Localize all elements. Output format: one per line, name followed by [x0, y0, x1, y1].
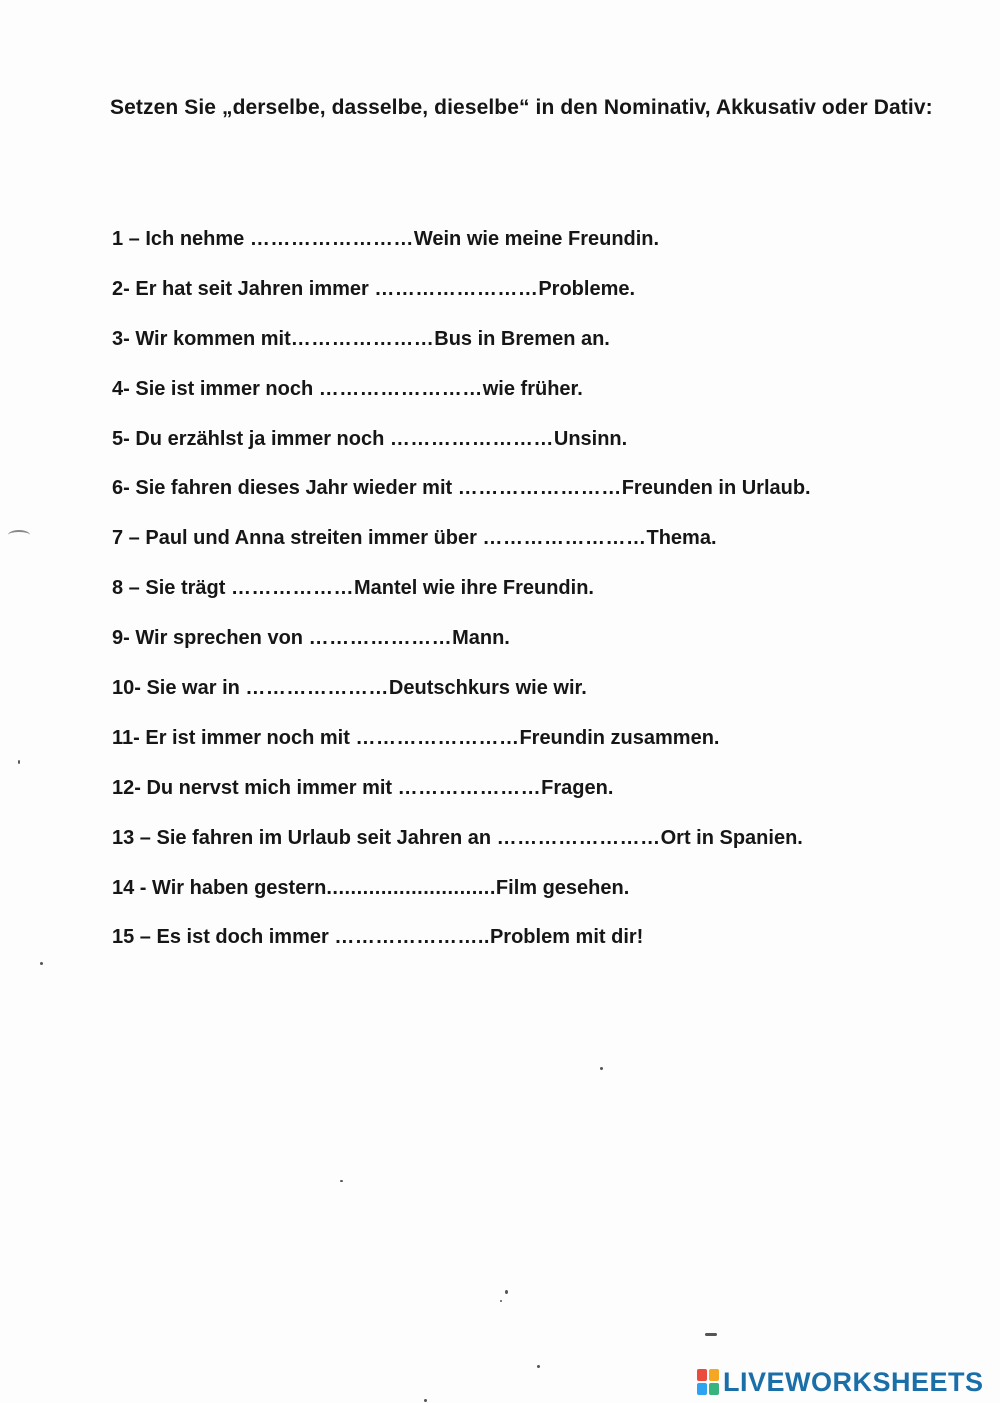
item-text-after: Thema. — [646, 527, 717, 550]
item-number: 10- — [112, 677, 141, 700]
exercise-item-1 — [112, 225, 972, 275]
item-number: 8 – — [112, 577, 140, 600]
instructions-text: Setzen Sie „derselbe, dasselbe, dieselbe“ in den Nominativ, Akkusativ oder Dativ: — [110, 96, 933, 119]
scan-speck — [340, 1180, 343, 1182]
item-text-after: Mann. — [452, 627, 510, 650]
scan-speck — [705, 1333, 717, 1336]
item-number: 2- — [112, 277, 130, 300]
item-number: 1 – — [112, 228, 140, 250]
scan-speck — [500, 1300, 502, 1302]
item-number: 9- — [112, 627, 130, 650]
exercise-item-11 — [112, 724, 972, 774]
item-text-after: Fragen. — [541, 776, 614, 799]
item-text-after: Ort in Spanien. — [660, 826, 803, 849]
item-text-before: Sie trägt — [145, 577, 231, 600]
item-number: 12- — [112, 776, 141, 799]
item-number: 14 - — [112, 876, 147, 899]
answer-gap[interactable]: ………………… — [290, 327, 435, 350]
exercise-item-15 — [112, 923, 972, 973]
scan-speck — [424, 1399, 427, 1402]
item-text-before: Sie fahren dieses Jahr wieder mit — [135, 477, 458, 500]
exercise-item-10 — [112, 674, 972, 724]
exercise-item-7 — [112, 524, 972, 574]
item-text-before: Er hat seit Jahren immer — [135, 277, 375, 300]
item-number: 3- — [112, 327, 130, 350]
exercise-item-8 — [112, 574, 972, 624]
item-text-before: Ich nehme — [145, 228, 250, 250]
scan-speck — [505, 1290, 508, 1294]
item-number: 5- — [112, 427, 130, 450]
answer-gap[interactable]: …………………… — [249, 228, 414, 250]
answer-gap[interactable]: …………………… — [389, 427, 554, 450]
item-text-before: Es ist doch immer — [156, 926, 335, 949]
answer-gap[interactable]: …………………… — [457, 477, 622, 500]
item-text-before: Sie ist immer noch — [135, 377, 319, 400]
answer-gap[interactable]: …………………… — [374, 277, 539, 300]
exercise-item-3 — [112, 325, 972, 375]
answer-gap[interactable]: …………………… — [318, 377, 483, 400]
item-text-after: Freundin zusammen. — [519, 726, 720, 749]
item-text-after: Problem mit dir! — [489, 926, 644, 949]
item-number: 7 – — [112, 527, 140, 550]
item-text-after: Mantel wie ihre Freundin. — [353, 577, 594, 600]
answer-gap[interactable]: …………………… — [482, 527, 647, 550]
liveworksheets-logo — [697, 1367, 984, 1397]
item-number: 4- — [112, 377, 130, 400]
item-text-before: Wir sprechen von — [135, 627, 309, 650]
scan-speck — [18, 760, 20, 764]
item-number: 15 – — [112, 926, 151, 949]
exercise-item-12 — [112, 774, 972, 824]
item-text-before: Wir haben gestern — [152, 876, 327, 899]
item-text-before: Du nervst mich immer mit — [146, 776, 398, 799]
exercise-item-5 — [112, 425, 972, 475]
scan-speck — [600, 1067, 603, 1070]
exercise-list — [112, 225, 972, 973]
exercise-item-4 — [112, 375, 972, 425]
item-text-before: Sie war in — [146, 677, 246, 700]
item-text-after: Unsinn. — [553, 427, 628, 450]
scan-artifact — [8, 530, 30, 540]
item-text-before: Wir kommen mit — [135, 327, 291, 350]
logo-text: LIVEWORKSHEETS — [723, 1366, 984, 1397]
exercise-item-2 — [112, 275, 972, 325]
liveworksheets-logo-icon — [697, 1369, 719, 1395]
item-text-after: Wein wie meine Freundin. — [413, 228, 660, 250]
item-text-after: wie früher. — [482, 377, 583, 400]
item-text-after: Deutschkurs wie wir. — [388, 677, 587, 700]
answer-gap[interactable]: …………………… — [496, 826, 661, 849]
answer-gap[interactable]: ………………… — [397, 776, 542, 799]
answer-gap[interactable]: ……………… — [230, 577, 354, 600]
answer-gap[interactable]: ............................ — [326, 876, 496, 899]
answer-gap[interactable]: …………………… — [355, 726, 520, 749]
answer-gap[interactable]: ………………….. — [334, 926, 490, 949]
item-text-before: Du erzählst ja immer noch — [135, 427, 390, 450]
scan-speck — [537, 1365, 540, 1368]
scan-speck — [40, 962, 43, 965]
exercise-item-9 — [112, 624, 972, 674]
item-text-after: Film gesehen. — [495, 876, 630, 899]
exercise-item-13 — [112, 824, 972, 874]
item-number: 13 – — [112, 826, 151, 849]
exercise-item-14 — [112, 874, 972, 924]
item-text-before: Er ist immer noch mit — [145, 726, 356, 749]
item-number: 6- — [112, 477, 130, 500]
answer-gap[interactable]: ………………… — [245, 677, 389, 700]
item-text-after: Bus in Bremen an. — [434, 327, 610, 350]
item-text-before: Sie fahren im Urlaub seit Jahren an — [156, 826, 497, 849]
item-number: 11- — [112, 726, 140, 749]
item-text-after: Probleme. — [538, 277, 636, 300]
exercise-item-6 — [112, 474, 972, 524]
item-text-after: Freunden in Urlaub. — [621, 477, 811, 500]
answer-gap[interactable]: ………………… — [308, 627, 453, 650]
item-text-before: Paul und Anna streiten immer über — [145, 527, 483, 550]
